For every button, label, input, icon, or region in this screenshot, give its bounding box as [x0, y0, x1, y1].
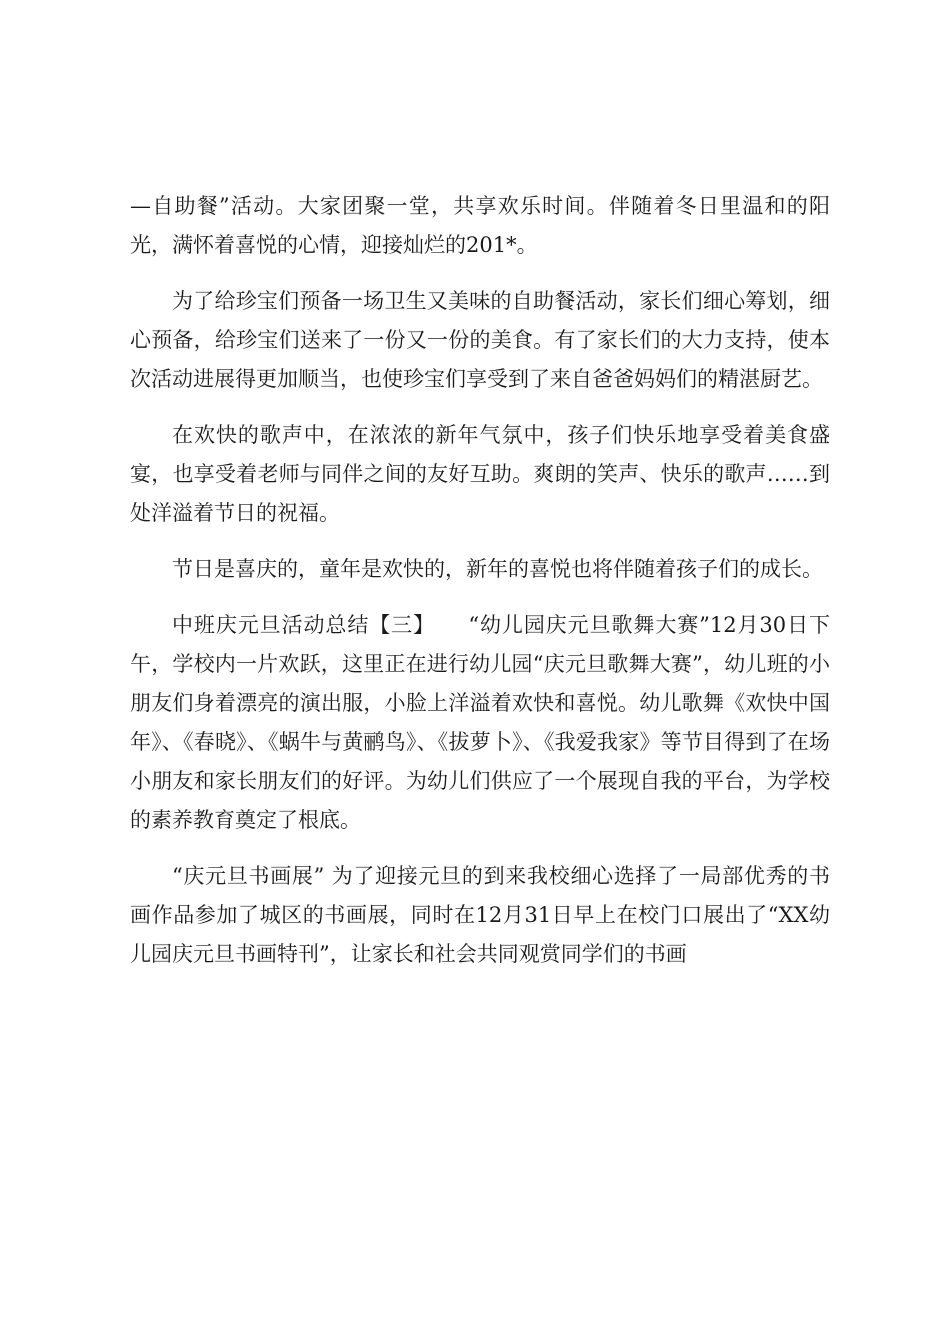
document-body [130, 187, 830, 991]
paragraph-holiday-joy: 节日是喜庆的，童年是欢快的，新年的喜悦也将伴随着孩子们的成长。 [172, 557, 823, 581]
paragraph-calligraphy-exhibition: “庆元旦书画展” 为了迎接元旦的到来我校细心选择了一局部优秀的书画作品参加了城区的书画展，同时在12月31日早上在校门口展出了“XX幼儿园庆元旦书画特刊”，让家长和社会共同观赏同学们的书画 [130, 864, 830, 966]
paragraph-intro-continuation: —自助餐”活动。大家团聚一堂，共享欢乐时间。伴随着冬日里温和的阳光，满怀着喜悦的心情，迎接灿烂的201*。 [130, 194, 830, 257]
paragraph-festive-atmosphere: 在欢快的歌声中，在浓浓的新年气氛中，孩子们快乐地享受着美食盛宴，也享受着老师与同伴之间的友好互助。爽朗的笑声、快乐的歌声……到处洋溢着节日的祝福。 [130, 423, 830, 525]
paragraph-summary-three: 中班庆元旦活动总结【三】 “幼儿园庆元旦歌舞大赛”12月30日下午，学校内一片欢跃，这里正在进行幼儿园“庆元旦歌舞大赛”，幼儿班的小朋友们身着漂亮的演出服，小脸上洋溢着欢快和喜悦。幼儿歌舞《欢快中国年》、《春晓》、《蜗牛与黄鹂鸟》、《拔萝卜》、《我爱我家》等节目得到了在场小朋友和家长朋友们的好评。为幼儿们供应了一个展现自我的平台，为学校的素养教育奠定了根底。 [130, 613, 830, 832]
paragraph-parents-preparation: 为了给珍宝们预备一场卫生又美味的自助餐活动，家长们细心筹划，细心预备，给珍宝们送来了一份又一份的美食。有了家长们的大力支持，使本次活动进展得更加顺当，也使珍宝们享受到了来自爸爸妈妈们的精湛厨艺。 [130, 289, 830, 391]
